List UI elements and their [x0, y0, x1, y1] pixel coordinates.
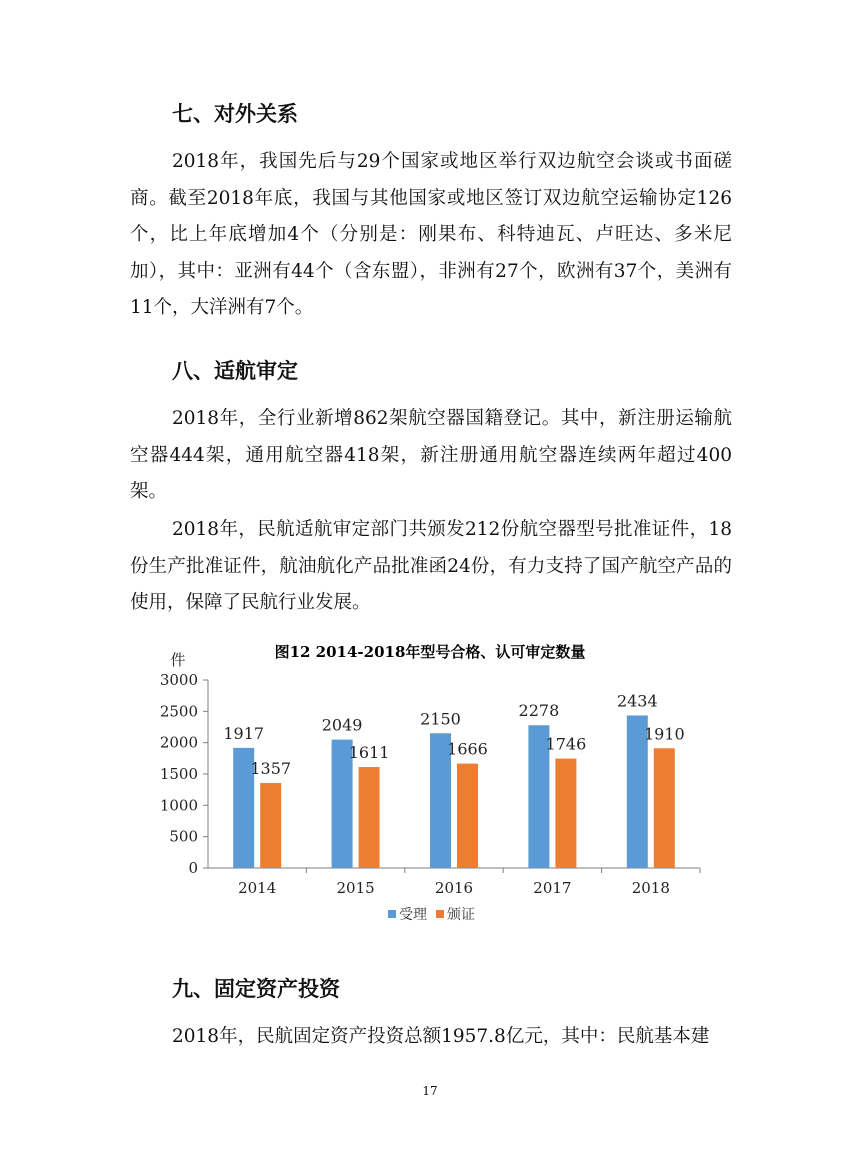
y-tick-label: 1500 [159, 765, 198, 783]
bar-颁证-2016 [457, 764, 478, 868]
y-tick-label: 2000 [159, 733, 198, 752]
data-label: 2278 [518, 701, 560, 721]
section-heading-airworthiness: 八、适航审定 [172, 359, 298, 383]
legend-label: 受理 [399, 907, 427, 923]
bar-颁证-2014 [260, 783, 281, 868]
section-heading-foreign-relations: 七、对外关系 [172, 102, 298, 126]
y-tick-label: 3000 [159, 671, 198, 689]
y-tick-label: 500 [169, 827, 198, 846]
bar-颁证-2018 [654, 748, 675, 868]
page-number: 17 [422, 1084, 438, 1098]
bar-颁证-2015 [359, 767, 380, 868]
paragraph-aircraft-registration: 2018年，全行业新增862架航空器国籍登记。其中，新注册运输航空器444架，通用航空器418架，新注册通用航空器连续两年超过400架。 [130, 408, 732, 503]
chart-canvas [150, 635, 710, 935]
x-tick-label: 2015 [336, 879, 375, 897]
paragraph-certification: 2018年，民航适航审定部门共颁发212份航空器型号批准证件，18份生产批准证件，航油航化产品批准函24份，有力支持了国产航空产品的使用，保障了民航行业发展。 [130, 519, 732, 614]
section-heading-fixed-asset-investment: 九、固定资产投资 [172, 977, 340, 1001]
x-tick-label: 2016 [434, 879, 474, 897]
data-label: 1910 [643, 724, 685, 744]
x-tick-label: 2018 [631, 879, 670, 897]
data-label: 1746 [545, 734, 587, 754]
data-label: 1917 [223, 723, 265, 743]
y-tick-label: 2500 [159, 702, 198, 721]
y-axis-unit-label: 件 [170, 651, 186, 669]
x-tick-label: 2014 [238, 879, 277, 897]
legend-label: 颁证 [447, 907, 475, 923]
bar-颁证-2017 [555, 759, 576, 868]
paragraph-foreign-relations: 2018年，我国先后与29个国家或地区举行双边航空会谈或书面磋商。截至2018年底，我国与其他国家或地区签订双边航空运输协定126个，比上年底增加4个（分别是：刚果布、科特迪瓦、卢旺达、多米尼加），其中：亚洲有44个（含东盟），非洲有27个，欧洲有37个，美洲有11个，大洋洲有7个。 [130, 151, 732, 319]
certification-bar-chart [150, 635, 710, 935]
data-label: 1666 [447, 739, 488, 759]
x-tick-label: 2017 [533, 879, 572, 897]
legend-swatch [388, 910, 396, 918]
y-tick-label: 0 [188, 859, 198, 877]
y-tick-label: 1000 [159, 796, 198, 815]
data-label: 2434 [616, 691, 658, 711]
data-label: 2049 [321, 715, 363, 735]
legend-swatch [436, 910, 444, 918]
chart-title: 图12 2014-2018年型号合格、认可审定数量 [274, 643, 586, 661]
paragraph-fixed-asset-investment: 2018年，民航固定资产投资总额1957.8亿元，其中：民航基本建 [172, 1026, 710, 1047]
data-label: 2150 [420, 709, 461, 729]
data-label: 1357 [250, 758, 292, 778]
data-label: 1611 [348, 743, 390, 763]
